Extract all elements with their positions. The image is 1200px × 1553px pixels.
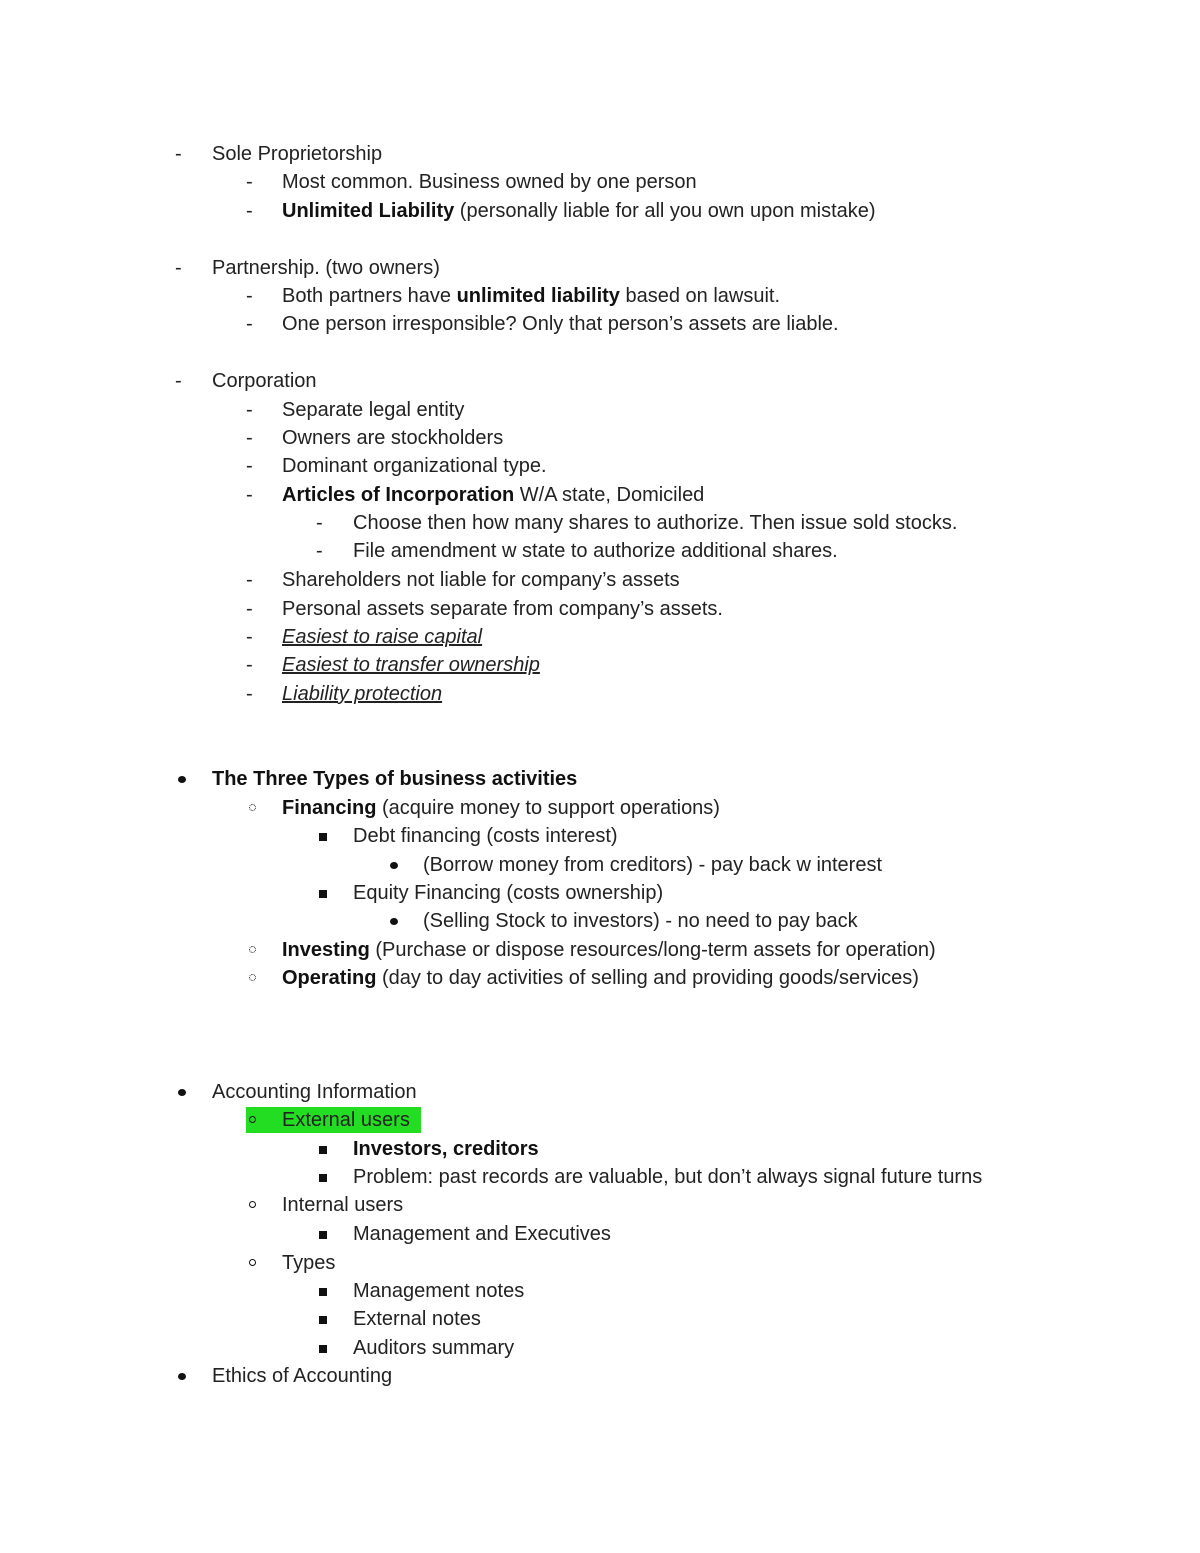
dash-marker: -: [246, 427, 253, 449]
outline-text: Personal assets separate from company’s assets.: [282, 598, 723, 620]
bullet-square-icon: [319, 890, 327, 898]
outline-text: Dominant organizational type.: [282, 455, 547, 477]
outline-text: [282, 282, 780, 310]
outline-text: Types: [282, 1252, 336, 1274]
heading-business-activities: The Three Types of business activities: [212, 768, 578, 790]
heading-corporation: Corporation: [212, 370, 317, 392]
bullet-circle-icon: [249, 1259, 256, 1266]
outline-text: Choose then how many shares to authorize. Then issue sold stocks.: [353, 512, 958, 534]
outline-text-rest: (personally liable for all you own upon mistake): [454, 200, 876, 222]
outline-text: Auditors summary: [353, 1337, 515, 1359]
dash-marker: -: [246, 598, 253, 620]
bullet-square-icon: [319, 1316, 327, 1324]
outline-text-rest: W/A state, Domiciled: [514, 484, 705, 506]
bullet-square-icon: [319, 1146, 327, 1154]
outline-text: External users: [282, 1109, 410, 1131]
dash-marker: -: [246, 399, 253, 421]
dash-marker: -: [246, 484, 253, 506]
outline-text-rest: (day to day activities of selling and providing goods/services): [376, 967, 919, 989]
bold-term: Unlimited Liability: [282, 200, 455, 222]
bullet-circle-icon: [249, 946, 256, 953]
bullet-disc-icon: [390, 862, 398, 869]
dash-marker: -: [246, 285, 253, 307]
outline-text: Management notes: [353, 1280, 525, 1302]
bullet-square-icon: [319, 1174, 327, 1182]
outline-text: [282, 936, 936, 964]
bullet-square-icon: [319, 1345, 327, 1353]
outline-text: [282, 964, 919, 992]
heading-partnership: Partnership. (two owners): [212, 257, 440, 279]
bold-term: Financing: [282, 797, 377, 819]
dash-marker: -: [316, 512, 323, 534]
outline-text: Problem: past records are valuable, but don’t always signal future turns: [353, 1166, 983, 1188]
outline-text: Owners are stockholders: [282, 427, 504, 449]
bullet-disc-icon: [390, 918, 398, 925]
outline-text-pre: Both partners have: [282, 285, 457, 307]
dash-marker: -: [246, 455, 253, 477]
dash-marker: -: [175, 257, 182, 279]
bullet-circle-icon: [249, 804, 256, 811]
bold-term: Operating: [282, 967, 377, 989]
bullet-circle-icon: [249, 974, 256, 981]
outline-text-rest: (acquire money to support operations): [376, 797, 720, 819]
bullet-circle-icon: [249, 1116, 256, 1123]
outline-text: One person irresponsible? Only that person’s assets are liable.: [282, 313, 839, 335]
outline-text: File amendment w state to authorize additional shares.: [353, 540, 838, 562]
outline-text: (Borrow money from creditors) - pay back w interest: [423, 854, 883, 876]
bold-term: unlimited liability: [456, 285, 620, 307]
outline-text: External notes: [353, 1308, 481, 1330]
heading-sole-proprietorship: Sole Proprietorship: [212, 143, 383, 165]
dash-marker: -: [175, 370, 182, 392]
outline-text-rest: based on lawsuit.: [619, 285, 781, 307]
outline-text-rest: (Purchase or dispose resources/long-term assets for operation): [369, 939, 936, 961]
dash-marker: -: [246, 683, 253, 705]
bullet-disc-icon: [178, 1373, 186, 1380]
dash-marker: -: [175, 143, 182, 165]
heading-accounting-information: Accounting Information: [212, 1081, 417, 1103]
dash-marker: -: [246, 313, 253, 335]
outline-text: Debt financing (costs interest): [353, 825, 618, 847]
heading-ethics: Ethics of Accounting: [212, 1365, 393, 1387]
outline-text: Management and Executives: [353, 1223, 611, 1245]
bullet-square-icon: [319, 1231, 327, 1239]
outline-text: Most common. Business owned by one person: [282, 171, 697, 193]
advantage-text: Liability protection: [282, 683, 443, 705]
dash-marker: -: [246, 626, 253, 648]
outline-text: Shareholders not liable for company’s assets: [282, 569, 680, 591]
bold-term: Articles of Incorporation: [282, 484, 515, 506]
outline-text: [282, 197, 876, 225]
bullet-disc-icon: [178, 1089, 186, 1096]
advantage-text: Easiest to transfer ownership: [282, 654, 540, 676]
dash-marker: -: [316, 540, 323, 562]
outline-text: (Selling Stock to investors) - no need to pay back: [423, 910, 858, 932]
bold-term: Investors, creditors: [353, 1138, 539, 1160]
dash-marker: -: [246, 171, 253, 193]
bold-term: Investing: [282, 939, 370, 961]
bullet-square-icon: [319, 833, 327, 841]
dash-marker: -: [246, 569, 253, 591]
outline-text: Internal users: [282, 1194, 404, 1216]
bullet-square-icon: [319, 1288, 327, 1296]
advantage-text: Easiest to raise capital: [282, 626, 483, 648]
dash-marker: -: [246, 200, 253, 222]
outline-text: Separate legal entity: [282, 399, 465, 421]
outline-text: [282, 481, 704, 509]
bullet-circle-icon: [249, 1201, 256, 1208]
outline-text: Equity Financing (costs ownership): [353, 882, 664, 904]
dash-marker: -: [246, 654, 253, 676]
bullet-disc-icon: [178, 776, 186, 783]
outline-text: [282, 794, 720, 822]
